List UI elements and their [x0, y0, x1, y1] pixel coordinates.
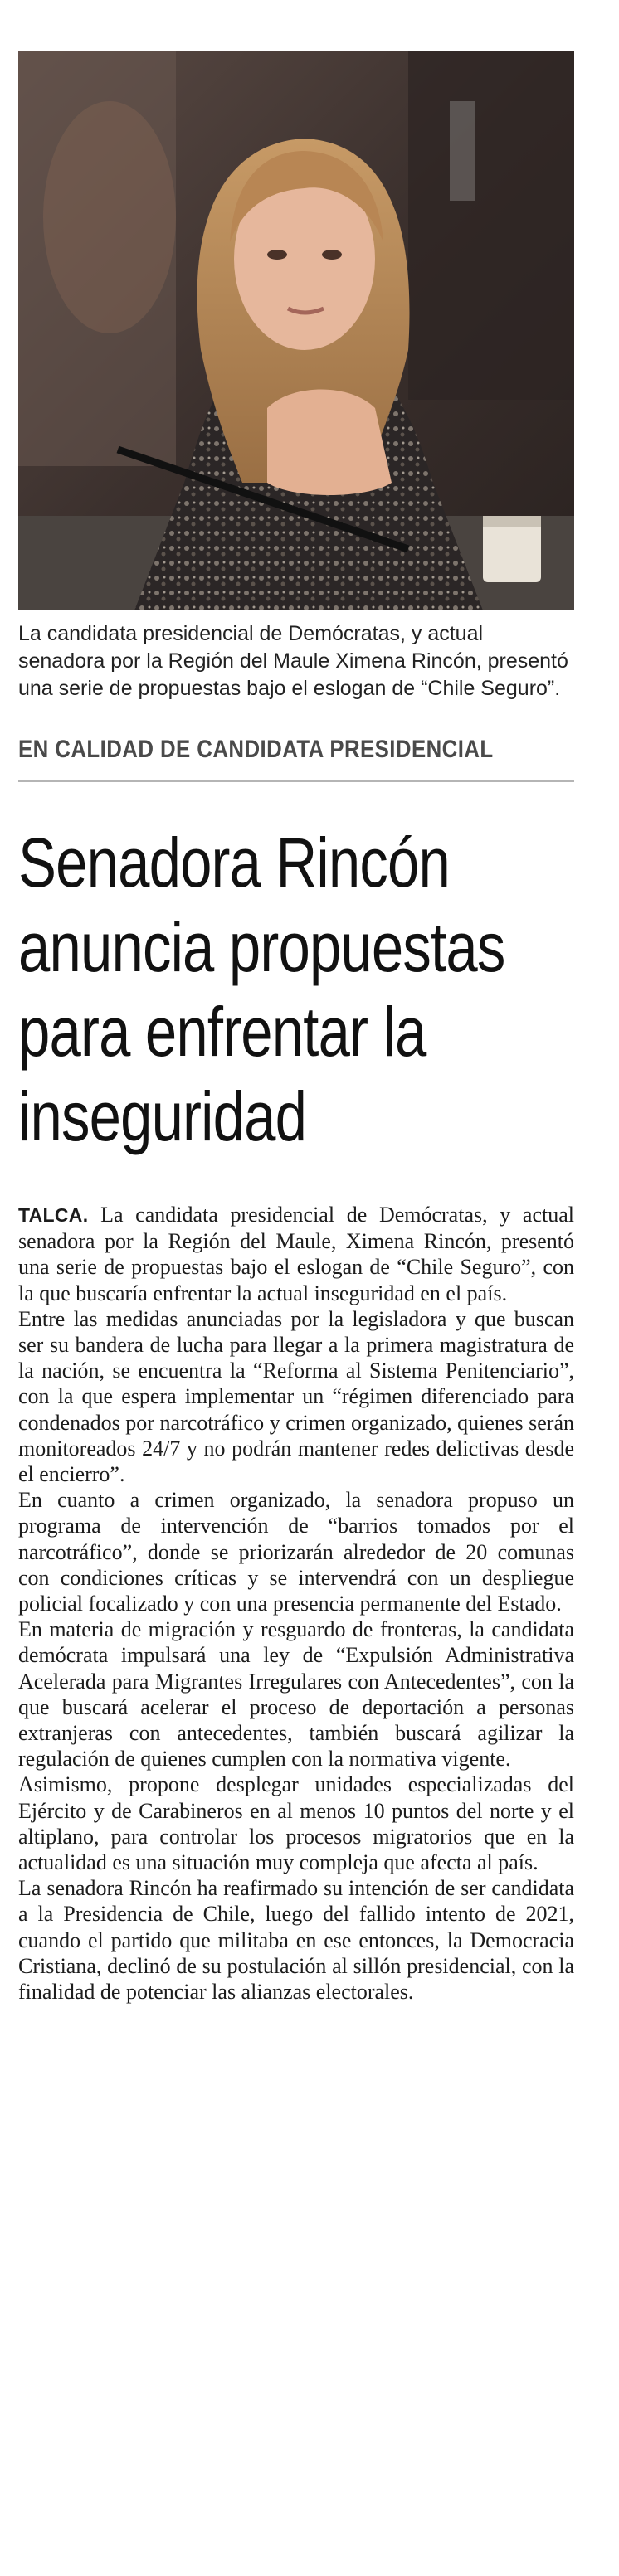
body-paragraph: Asimismo, propone desplegar unidades especializadas del Ejército y de Carabineros en al menos 10 puntos del norte y el altiplano, para controlar los procesos migratorios que en la actualidad es una situación muy compleja que afecta al país.: [18, 1772, 574, 1875]
body-paragraph: [18, 1202, 574, 1306]
dateline: TALCA.: [18, 1204, 89, 1226]
photo-caption: La candidata presidencial de Demócratas, y actual senadora por la Región del Maule Ximena Rincón, presentó una serie de propuestas bajo el eslogan de “Chile Seguro”.: [18, 622, 568, 700]
senator-portrait-image: [18, 51, 574, 610]
article-headline: Senadora Rincón anuncia propuestas para enfrentar la inseguridad: [18, 824, 505, 1155]
body-paragraph: En cuanto a crimen organizado, la senadora propuso un programa de intervención de “barrios tomados por el narcotráfico”, donde se priorizarán alrededor de 20 comunas con condiciones críticas y se intervendrá con un despliegue policial focalizado y con una presencia permanente del Estado.: [18, 1488, 574, 1616]
body-paragraph: Entre las medidas anunciadas por la legisladora y que buscan ser su bandera de lucha para llegar a la primera magistratura de la nación, se encuentra la “Reforma al Sistema Penitenciario”, con la que espera implementar un “régimen diferenciado para condenados por narcotráfico y crimen organizado, quienes serán monitoreados 24/7 y no podrán mantener redes delictivas desde el encierro”.: [18, 1306, 574, 1487]
paragraph-text: La candidata presidencial de Demócratas, y actual senadora por la Región del Maule, Ximena Rincón, presentó una serie de propuestas bajo el eslogan de “Chile Seguro”, con la que buscaría enfrentar la actual inseguridad en el país.: [18, 1203, 575, 1305]
body-paragraph: En materia de migración y resguardo de fronteras, la candidata demócrata impulsará una ley de “Expulsión Administrativa Acelerada para Migrantes Irregulares con Antecedentes”, con la que buscará acelerar el proceso de deportación a personas extranjeras con antecedentes, también buscará agilizar la regulación de quienes cumplen con la normativa vigente.: [18, 1617, 574, 1772]
article-body: [18, 1202, 574, 2005]
kicker-divider: [18, 780, 574, 782]
body-paragraph: La senadora Rincón ha reafirmado su intención de ser candidata a la Presidencia de Chile, luego del fallido intento de 2021, cuando el partido que militaba en ese entonces, la Democracia Cristiana, declinó de su postulación al sillón presidencial, con la finalidad de potenciar las alianzas electorales.: [18, 1876, 574, 2005]
section-kicker: EN CALIDAD DE CANDIDATA PRESIDENCIAL: [18, 736, 494, 763]
article-photo: [18, 51, 574, 610]
